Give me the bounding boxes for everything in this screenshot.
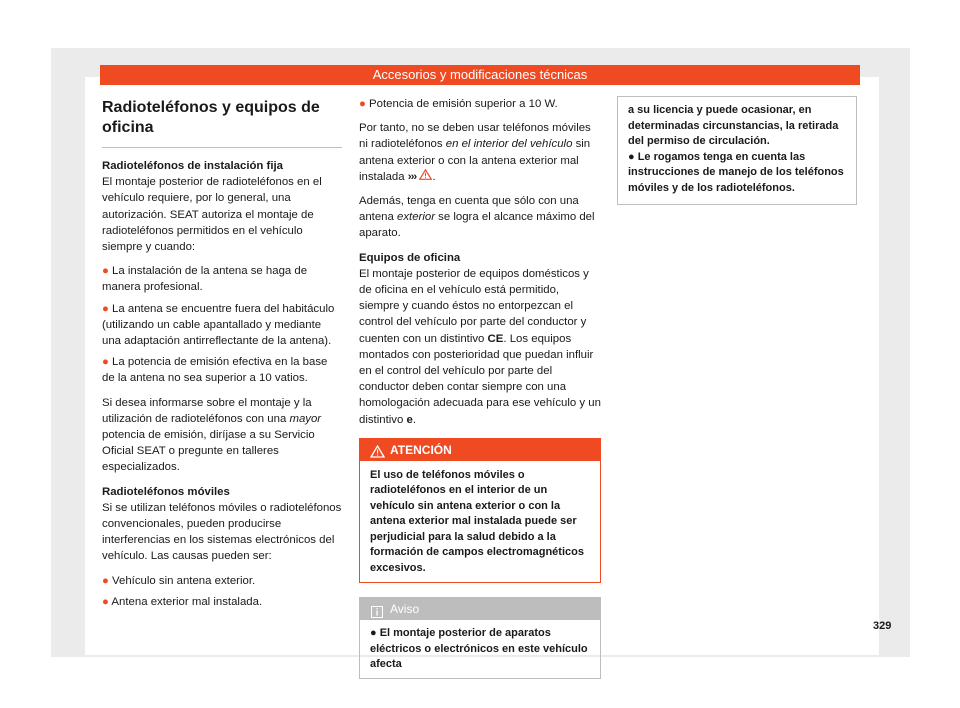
subheading-office-equipment: Equipos de oficina: [359, 251, 461, 264]
ce-mark: CE: [487, 332, 504, 345]
note-title: Aviso: [390, 602, 420, 617]
e-mark: e: [406, 413, 413, 426]
info-icon: [371, 603, 383, 625]
list-item: ● Potencia de emisión superior a 10 W.: [359, 98, 558, 110]
note-box: [359, 597, 601, 679]
paragraph: Si se utilizan teléfonos móviles o radioteléfonos convencionales, pueden producirse interferencias en los sistemas electrónicos del vehículo. Las causas pueden ser:: [102, 501, 342, 563]
bullet-icon: ●: [102, 595, 112, 608]
note-continued-text: a su licencia y puede ocasionar, en determinadas circunstancias, la retirada del permiso de circulación.: [628, 104, 839, 147]
list-item: ● La potencia de emisión efectiva en la base de la antena no sea superior a 10 vatios.: [102, 356, 328, 385]
bullet-icon: ●: [102, 265, 113, 278]
column-3: [617, 96, 857, 205]
paragraph: Si desea informarse sobre el montaje y la utilización de radioteléfonos con una mayor potencia de emisión, diríjase a su Servicio Oficial SEAT o pregunte en talleres especializados.: [102, 396, 322, 474]
bullet-icon: ●: [359, 98, 370, 110]
note-box-continued: [617, 96, 857, 205]
subheading-fixed-radio: Radioteléfonos de instalación fija: [102, 160, 284, 172]
list-item: ● Antena exterior mal instalada.: [102, 595, 263, 608]
paragraph: El montaje posterior de equipos domésticos y de oficina en el vehículo está permitido, siempre y cuando éstos no entorpezcan el control del vehículo por parte del conductor y cuenten con un distintivo CE. Los equipos montados con posterioridad que puedan influir en el control del vehículo por parte del conductor deben contar siempre con una homologación adecuada para ese vehículo y un distintivo e.: [359, 267, 601, 426]
bullet-icon: ●: [370, 627, 380, 640]
warning-title: ATENCIÓN: [390, 442, 452, 457]
subheading-mobile-radio: Radioteléfonos móviles: [102, 485, 230, 498]
page-title: Radioteléfonos y equipos de oficina: [102, 98, 342, 148]
bullet-icon: ●: [628, 150, 638, 163]
paragraph: El montaje posterior de radioteléfonos en el vehículo requiere, por lo general, una autorización. SEAT autoriza el montaje de radioteléfonos permitidos en el vehículo siempre y cuando:: [102, 176, 322, 254]
column-1: [102, 96, 342, 615]
list-item: ● La instalación de la antena se haga de manera profesional.: [102, 265, 308, 294]
bullet-icon: ●: [102, 574, 113, 587]
bullet-icon: ●: [102, 302, 113, 315]
note-text: ● El montaje posterior de aparatos eléctricos o electrónicos en este vehículo afecta: [370, 627, 588, 671]
list-item: ● Vehículo sin antena exterior.: [102, 574, 256, 587]
section-header: Accesorios y modificaciones técnicas: [100, 65, 860, 85]
warning-triangle-icon: [370, 443, 385, 465]
note-box-header: [360, 598, 600, 620]
bullet-icon: ●: [102, 356, 113, 369]
paragraph: Además, tenga en cuenta que sólo con una antena exterior se logra el alcance máximo del aparato.: [359, 195, 595, 240]
paragraph: Por tanto, no se deben usar teléfonos móviles ni radioteléfonos en el interior del vehículo sin antena exterior o con la antena exterior mal instalada ››› .: [359, 122, 591, 183]
list-item: ● La antena se encuentre fuera del habitáculo (utilizando un cable apantallado y mediante una adaptación antirreflectante de la antena).: [102, 302, 335, 348]
page-number: 329: [873, 620, 892, 632]
warning-box-header: [360, 439, 600, 461]
warning-box: [359, 438, 601, 584]
cross-reference-link[interactable]: ›››: [407, 170, 417, 183]
list-item: ● Le rogamos tenga en cuenta las instrucciones de manejo de los teléfonos móviles y de los radioteléfonos.: [628, 150, 844, 194]
column-2: [359, 96, 601, 679]
warning-triangle-icon: [419, 171, 432, 183]
warning-text: El uso de teléfonos móviles o radioteléfonos en el interior de un vehículo sin antena exterior o con la antena exterior mal instalada puede ser perjudicial para la salud debido a la formación de campos electromagnéticos excesivos.: [370, 468, 584, 574]
